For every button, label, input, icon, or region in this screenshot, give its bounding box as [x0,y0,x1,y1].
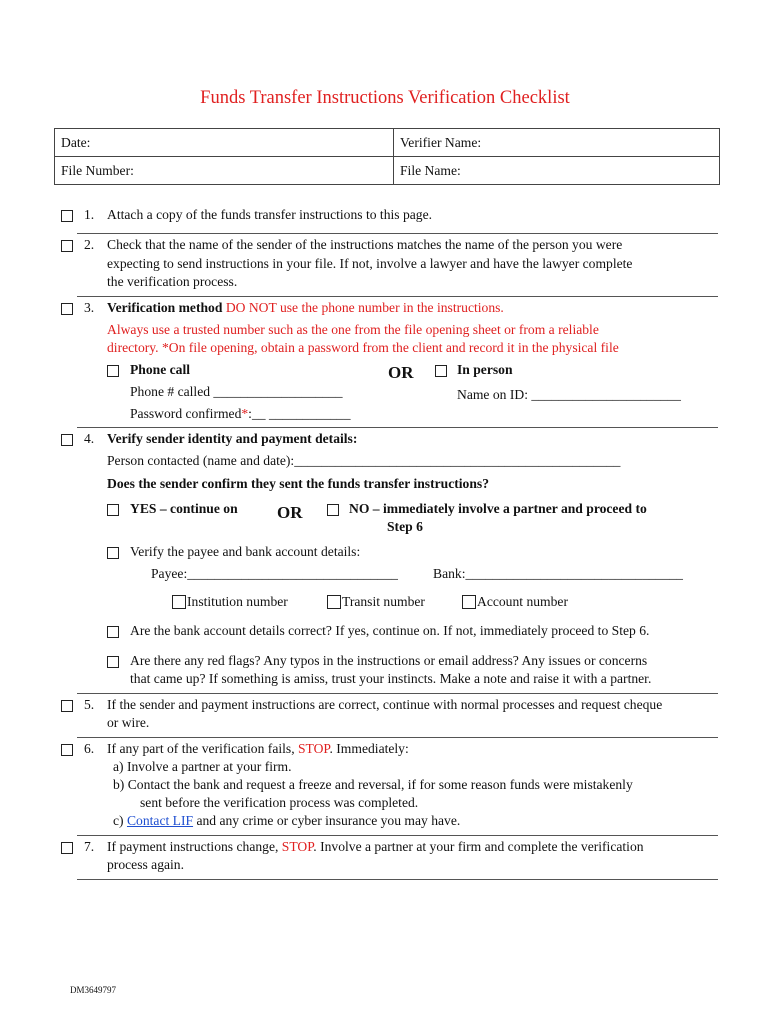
item-1-checkbox[interactable] [61,210,73,222]
item-4-heading: Verify sender identity and payment details: [107,431,358,446]
item-3-checkbox[interactable] [61,303,73,315]
item-6-checkbox[interactable] [61,744,73,756]
contact-lif-link[interactable]: Contact LIF [126,813,194,828]
item-4-number: 4. [84,431,95,446]
item-7-number: 7. [84,839,95,854]
yes-checkbox[interactable] [107,504,119,516]
account-number-label: Account number [477,594,568,609]
item-2-line: the verification process. [107,274,238,289]
account-number-checkbox[interactable] [462,595,476,609]
item-3-heading [107,300,504,316]
details-correct-label: Are the bank account details correct? If yes, continue on. If not, immediately proceed to Step 6. [130,623,650,638]
divider [77,693,718,694]
red-flags-label: Are there any red flags? Any typos in the instructions or email address? Any issues or concerns [130,653,648,668]
or-label: OR [388,363,414,382]
divider [77,427,718,428]
yes-label: YES – continue on [130,501,238,516]
divider [77,879,718,880]
item-7-pre: If payment instructions change, [107,839,279,854]
item-6-step-b: b) Contact the bank and request a freeze and reversal, if for some reason funds were mistakenly [113,777,633,792]
no-label-step: Step 6 [387,519,423,534]
item-5-checkbox[interactable] [61,700,73,712]
divider [77,835,718,836]
stop-label: STOP [294,741,330,756]
item-6-heading [107,741,409,757]
item-6-post: . Immediately: [329,741,409,756]
item-6-step-c [113,813,460,829]
bank-field[interactable]: Bank:________________________________ [433,566,683,581]
password-label: Password confirmed [130,406,242,421]
item-5-number: 5. [84,697,95,712]
red-flags-label: that came up? If something is amiss, trust your instincts. Make a note and raise it with a partner. [130,671,652,686]
name-on-id-field[interactable]: Name on ID: ______________________ [457,387,681,402]
trusted-number-note: directory. *On file opening, obtain a password from the client and record it in the physical file [107,340,619,355]
asterisk: * [241,406,249,421]
item-1-text: Attach a copy of the funds transfer instructions to this page. [107,207,433,222]
phone-call-label: Phone call [130,362,191,377]
header-table [54,128,720,185]
warning-text: DO NOT use the phone number in the instructions. [222,300,504,315]
trusted-number-note: Always use a trusted number such as the one from the file opening sheet or from a reliable [107,322,599,337]
item-1-number: 1. [84,207,95,222]
red-flags-checkbox[interactable] [107,656,119,668]
no-label: NO – immediately involve a partner and proceed to [349,501,647,516]
item-2-line: expecting to send instructions in your file. If not, involve a lawyer and have the lawyer complete [107,256,633,271]
item-7-post: . Involve a partner at your firm and complete the verification [313,839,644,854]
stop-label: STOP [278,839,314,854]
password-confirmed-field[interactable] [130,406,351,422]
verify-payee-checkbox[interactable] [107,547,119,559]
item-7-checkbox[interactable] [61,842,73,854]
item-6-c-prefix: c) [113,813,127,828]
item-6-step-b: sent before the verification process was completed. [140,795,419,810]
verify-payee-label: Verify the payee and bank account details: [130,544,361,559]
sender-confirm-question: Does the sender confirm they sent the funds transfer instructions? [107,476,489,491]
item-3-number: 3. [84,300,95,315]
document-id: DM3649797 [70,985,117,995]
password-line: :__ ____________ [248,406,351,421]
file-name-field[interactable]: File Name: [394,157,720,185]
institution-number-checkbox[interactable] [172,595,186,609]
item-6-c-post: and any crime or cyber insurance you may have. [193,813,461,828]
item-6-pre: If any part of the verification fails, [107,741,295,756]
item-7-line: process again. [107,857,185,872]
phone-call-checkbox[interactable] [107,365,119,377]
item-6-step-a: a) Involve a partner at your firm. [113,759,292,774]
divider [77,737,718,738]
phone-called-field[interactable]: Phone # called ___________________ [130,384,343,399]
item-2-checkbox[interactable] [61,240,73,252]
date-field[interactable]: Date: [55,129,394,157]
divider [77,296,718,297]
in-person-checkbox[interactable] [435,365,447,377]
institution-number-label: Institution number [187,594,288,609]
person-contacted-field[interactable]: Person contacted (name and date):________________________________________________ [107,453,621,468]
payee-field[interactable]: Payee:_______________________________ [151,566,398,581]
verifier-name-field[interactable]: Verifier Name: [394,129,720,157]
item-2-line: Check that the name of the sender of the instructions matches the name of the person you were [107,237,623,252]
item-6-number: 6. [84,741,95,756]
transit-number-label: Transit number [342,594,425,609]
item-7-heading [107,839,644,855]
details-correct-checkbox[interactable] [107,626,119,638]
in-person-label: In person [457,362,513,377]
file-number-field[interactable]: File Number: [55,157,394,185]
item-4-checkbox[interactable] [61,434,73,446]
page-title: Funds Transfer Instructions Verification Checklist [200,88,570,108]
item-5-line: If the sender and payment instructions are correct, continue with normal processes and request cheque [107,697,663,712]
transit-number-checkbox[interactable] [327,595,341,609]
item-5-line: or wire. [107,715,150,730]
no-checkbox[interactable] [327,504,339,516]
or-label: OR [277,503,303,522]
item-2-number: 2. [84,237,95,252]
verification-method-label: Verification method [107,300,223,315]
divider [77,233,718,234]
